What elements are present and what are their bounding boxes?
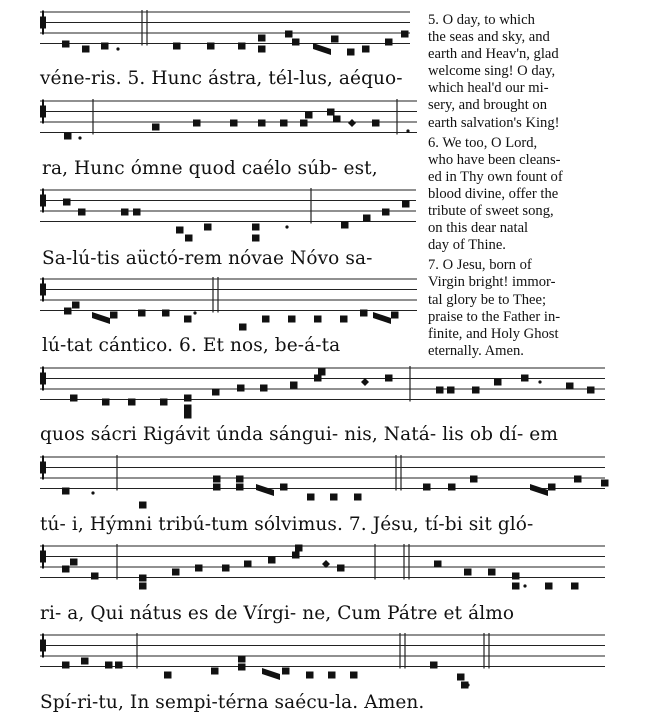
neume-note — [128, 399, 136, 406]
neume-note — [295, 545, 303, 552]
neume-note — [237, 385, 245, 392]
neume-note — [402, 201, 410, 208]
neume-note — [436, 387, 444, 394]
neume-note — [305, 112, 313, 119]
neume-note — [78, 209, 86, 216]
neume-note — [341, 222, 349, 229]
clef-mark — [42, 367, 44, 391]
neume-note — [139, 575, 147, 582]
neume-note — [292, 552, 300, 559]
neume-note — [133, 209, 141, 216]
lyric-line-5: quos sácri Rigávit únda sángui- nis, Natá- lis ob dí- em — [40, 424, 558, 445]
neume-porrectus — [262, 668, 280, 680]
neume-note — [239, 324, 247, 331]
neume-note — [521, 375, 529, 382]
neume-note — [185, 235, 193, 242]
neume-note — [470, 476, 478, 483]
lyric-line-4: lú-tat cántico. 6. Et nos, be-á-ta — [42, 335, 341, 356]
clef-mark — [42, 11, 44, 35]
neume-note — [327, 109, 335, 116]
neume-note — [139, 502, 147, 509]
neume-note — [184, 316, 192, 323]
neume-note — [212, 389, 220, 396]
neume-note — [72, 302, 80, 309]
neume-note — [213, 484, 221, 491]
neume-dot — [406, 129, 409, 132]
lyric-line-6: tú- i, Hýmni tribú-tum sólvimus. 7. Jésu, tí-bi sit gló- — [40, 514, 534, 535]
clef-mark — [42, 278, 44, 302]
translation-stanza-7 — [428, 257, 606, 360]
neume-dot — [538, 380, 541, 383]
neume-note — [213, 476, 221, 483]
neume-note — [139, 583, 147, 590]
lyric-line-7: ri- a, Qui nátus es de Vírgi- ne, Cum Pátre et álmo — [40, 603, 515, 624]
neume-note — [318, 369, 326, 376]
neume-note — [333, 116, 341, 123]
translation-line: sery, and brought on — [428, 97, 548, 114]
translation-line: earth and Heav'n, glad — [428, 46, 559, 63]
translation-line: earth salvation's King! — [428, 114, 560, 131]
translation-line: 5. O day, to which — [428, 12, 535, 28]
lyric-line-8: Spí-ri-tu, In sempi-térna saécu-la. Amen. — [40, 692, 425, 713]
translation-line: who have been cleans- — [428, 151, 561, 168]
neume-note — [230, 120, 238, 127]
neume-note — [238, 43, 246, 50]
neume-note — [282, 668, 290, 675]
translation-line: blood divine, offer the — [428, 185, 559, 202]
neume-note — [172, 569, 180, 576]
neume-note — [464, 569, 472, 576]
neume-note — [184, 405, 192, 412]
translation-line: day of Thine. — [428, 237, 506, 254]
lyric-line-3: Sa-lú-tis aüctó-rem nóvae Nóvo sa- — [42, 248, 373, 269]
translation-line: the seas and sky, and — [428, 29, 550, 46]
neume-note — [162, 310, 170, 317]
neume-note — [173, 43, 181, 50]
neume-note — [340, 316, 348, 323]
neume-note — [102, 399, 110, 406]
neume-note — [448, 484, 456, 491]
neume-note — [244, 561, 252, 568]
neume-note — [258, 120, 266, 127]
clef-mark — [42, 634, 44, 658]
neume-porrectus — [256, 484, 274, 496]
neume-note — [62, 566, 70, 573]
translation-line: tribute of sweet song, — [428, 203, 554, 220]
neume-note — [401, 31, 409, 38]
neume-note — [105, 662, 113, 669]
neume-note — [362, 46, 370, 53]
neume-note — [115, 662, 123, 669]
translation-line: ed in Thy own fount of — [428, 168, 563, 185]
neume-dot — [193, 311, 196, 314]
translation-line: on this dear natal — [428, 220, 529, 237]
lyric-line-2: ra, Hunc ómne quod caélo súb- est, — [42, 158, 378, 179]
lyric-line-1: véne-ris. 5. Hunc ástra, tél-lus, aéquo- — [40, 68, 403, 89]
neume-note — [430, 662, 438, 669]
neume-note — [382, 209, 390, 216]
neume-note — [211, 668, 219, 675]
clef-mark — [42, 545, 44, 569]
neume-note — [236, 476, 244, 483]
translation-line: eternally. Amen. — [428, 342, 524, 359]
neume-note — [290, 382, 298, 389]
neume-note — [372, 120, 380, 127]
neume-note — [193, 120, 201, 127]
neume-note — [138, 310, 146, 317]
translation-line: Virgin bright! immor- — [428, 274, 556, 291]
neume-porrectus — [92, 312, 110, 324]
neume-note — [238, 664, 246, 671]
neume-dot — [285, 225, 288, 228]
translation-line: finite, and Holy Ghost — [428, 325, 559, 342]
neume-porrectus — [313, 43, 331, 55]
neume-note — [204, 224, 212, 231]
neume-dot — [91, 491, 94, 494]
neume-note — [222, 565, 230, 572]
neume-note — [292, 39, 300, 46]
neume-note — [423, 484, 431, 491]
neume-note — [347, 49, 355, 56]
clef-mark — [42, 456, 44, 480]
translation-line: praise to the Father in- — [428, 308, 561, 325]
neume-note — [252, 235, 260, 242]
neume-note — [314, 316, 322, 323]
neume-note — [176, 227, 184, 234]
neume-note — [152, 124, 160, 131]
neume-note — [472, 387, 480, 394]
neume-diamond — [348, 119, 356, 127]
neume-note — [63, 199, 71, 206]
neume-note — [314, 375, 322, 382]
neume-note — [91, 573, 99, 580]
neume-note — [160, 399, 168, 406]
neume-note — [195, 565, 203, 572]
translation-line: 6. We too, O Lord, — [428, 134, 538, 151]
neume-note — [62, 662, 70, 669]
neume-note — [64, 308, 72, 315]
neume-note — [360, 310, 368, 317]
neume-note — [488, 569, 496, 576]
clef-mark — [42, 189, 44, 213]
neume-note — [268, 557, 276, 564]
translation-line: tal glory be to Thee; — [428, 291, 547, 308]
neume-note — [164, 672, 172, 679]
neume-note — [391, 312, 399, 319]
neume-note — [62, 488, 70, 495]
neume-note — [385, 39, 393, 46]
neume-note — [101, 43, 109, 50]
neume-note — [81, 658, 89, 665]
neume-note — [601, 480, 609, 487]
neume-note — [280, 120, 288, 127]
neume-note — [285, 31, 293, 38]
translation-stanza-6 — [428, 135, 606, 255]
translation-stanza-5 — [428, 12, 606, 132]
translation-line: which heal'd our mi- — [428, 80, 549, 97]
neume-note — [457, 674, 465, 681]
neume-note — [566, 383, 574, 390]
neume-note — [571, 583, 579, 590]
neume-note — [300, 120, 308, 127]
neume-note — [307, 494, 315, 501]
neume-note — [236, 484, 244, 491]
neume-note — [447, 387, 455, 394]
neume-note — [70, 395, 78, 402]
neume-note — [121, 209, 129, 216]
neume-note — [262, 316, 270, 323]
neume-note — [70, 559, 78, 566]
neume-note — [82, 46, 90, 53]
neume-note — [331, 36, 339, 43]
neume-note — [494, 379, 502, 386]
neume-note — [260, 385, 268, 392]
neume-note — [207, 43, 215, 50]
neume-note — [258, 46, 266, 53]
neume-note — [258, 35, 266, 42]
neume-note — [337, 565, 345, 572]
neume-note — [545, 583, 553, 590]
neume-diamond — [361, 378, 369, 386]
neume-note — [252, 224, 260, 231]
neume-dot — [116, 47, 119, 50]
neume-note — [328, 672, 336, 679]
neume-dot — [523, 584, 526, 587]
neume-note — [288, 316, 296, 323]
neume-note — [587, 387, 595, 394]
neume-note — [280, 484, 288, 491]
neume-note — [354, 494, 362, 501]
neume-note — [184, 395, 192, 402]
neume-note — [385, 375, 393, 382]
neume-dot — [466, 683, 469, 686]
translation-line: welcome sing! O day, — [428, 63, 556, 80]
neume-dot — [78, 136, 81, 139]
neume-porrectus — [373, 312, 391, 324]
translation-line: 7. O Jesu, born of — [428, 257, 532, 274]
neume-note — [238, 656, 246, 663]
neume-note — [306, 672, 314, 679]
neume-note — [363, 215, 371, 222]
neume-note — [434, 561, 442, 568]
neume-note — [110, 312, 118, 319]
neume-note — [330, 494, 338, 501]
neume-porrectus — [530, 484, 548, 496]
translation-column — [428, 12, 606, 360]
neume-note — [548, 484, 556, 491]
neume-note — [350, 672, 358, 679]
neume-note — [512, 583, 520, 590]
clef-mark — [42, 100, 44, 124]
neume-note — [62, 41, 70, 48]
neume-note — [184, 412, 192, 419]
neume-note — [512, 573, 520, 580]
neume-note — [64, 133, 72, 140]
neume-note — [574, 476, 582, 483]
